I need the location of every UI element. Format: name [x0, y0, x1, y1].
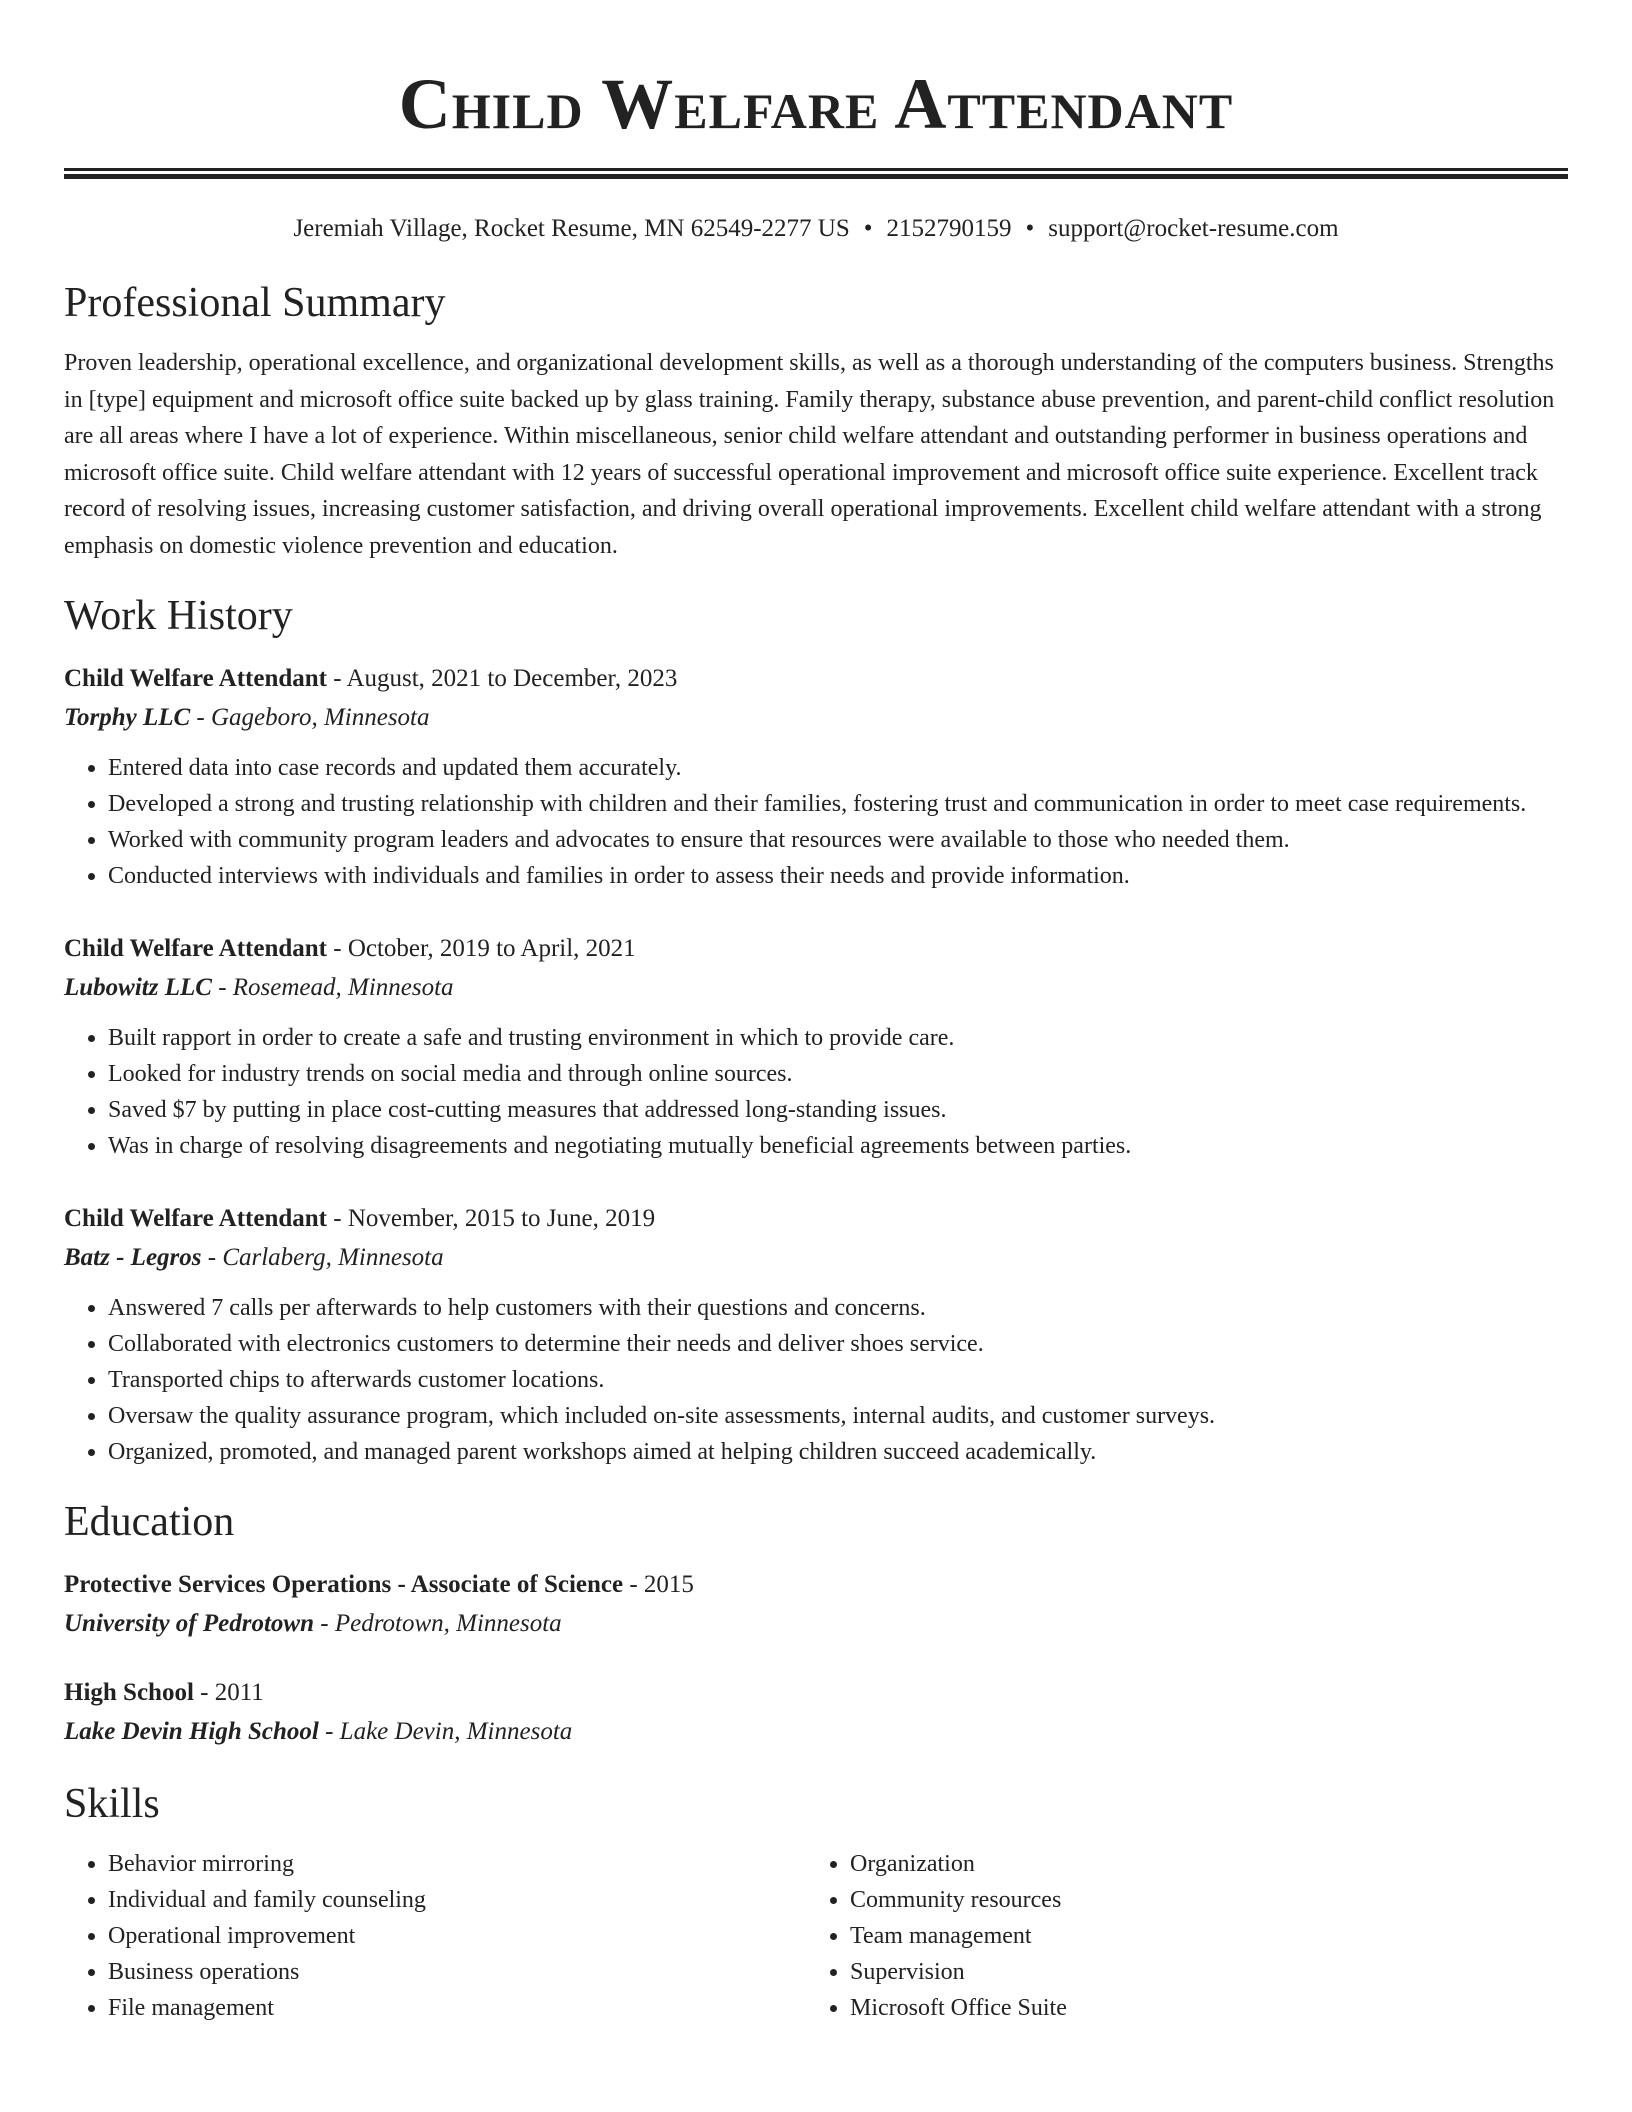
education-institution — [64, 1604, 1568, 1644]
education-school: University of Pedrotown — [64, 1610, 314, 1637]
job-duties — [64, 1020, 1568, 1164]
job-duty: • Was in charge of resolving disagreements and negotiating mutually beneficial agreements between parties. — [108, 1128, 1568, 1164]
job-entry — [64, 660, 1568, 894]
job-duty: • Entered data into case records and updated them accurately. — [108, 750, 1568, 786]
contact-address: Jeremiah Village, Rocket Resume, MN 62549-2277 US — [293, 215, 850, 242]
section-title-skills: Skills — [64, 1781, 160, 1827]
education-degree: High School — [64, 1679, 194, 1706]
job-duty: • Looked for industry trends on social media and through online sources. — [108, 1056, 1568, 1092]
job-dates: - October, 2019 to April, 2021 — [327, 935, 636, 962]
education-institution — [64, 1712, 1568, 1752]
job-entry — [64, 1200, 1568, 1470]
skill-item: • Team management — [850, 1918, 1548, 1954]
section-title-education: Education — [64, 1499, 235, 1545]
skill-item: • Organization — [850, 1846, 1548, 1882]
job-company: Torphy LLC — [64, 704, 191, 731]
education-year: - 2015 — [623, 1571, 694, 1598]
skill-item: • Behavior mirroring — [108, 1846, 806, 1882]
summary-text: Proven leadership, operational excellence, and organizational development skills, as well as a thorough understanding of the computers business. Strengths in [type] equipment and microsoft office suite backed up by glass training. Family therapy, substance abuse prevention, and parent-child conflict resolution are all areas where I have a lot of experience. Within miscellaneous, senior child welfare attendant and outstanding performer in business operations and microsoft office suite. Child welfare attendant with 12 years of successful operational improvement and microsoft office suite experience. Excellent track record of resolving issues, increasing customer satisfaction, and driving overall operational improvements. Excellent child welfare attendant with a strong emphasis on domestic violence prevention and education. — [64, 350, 1555, 559]
skills-columns — [64, 1846, 1568, 2026]
job-heading — [64, 930, 1568, 968]
contact-separator: • — [863, 215, 873, 242]
job-duty: • Oversaw the quality assurance program, which included on-site assessments, internal audits, and customer surveys. — [108, 1398, 1568, 1434]
job-duty: • Conducted interviews with individuals and families in order to assess their needs and provide information. — [108, 858, 1568, 894]
section-title-work-history: Work History — [64, 593, 293, 639]
job-heading — [64, 1200, 1568, 1238]
job-company: Lubowitz LLC — [64, 974, 212, 1001]
job-location: - Gageboro, Minnesota — [190, 704, 430, 731]
job-heading — [64, 660, 1568, 698]
skill-item: • File management — [108, 1990, 806, 2026]
contact-phone: 2152790159 — [886, 215, 1012, 242]
education-year: - 2011 — [193, 1679, 264, 1706]
job-duty: • Worked with community program leaders and advocates to ensure that resources were available to those who needed them. — [108, 822, 1568, 858]
contact-separator: • — [1025, 215, 1035, 242]
job-role: Child Welfare Attendant — [64, 935, 327, 962]
job-company: Batz - Legros — [64, 1244, 202, 1271]
job-duty: • Collaborated with electronics customers to determine their needs and deliver shoes service. — [108, 1326, 1568, 1362]
candidate-name: Child Welfare Attendant — [398, 64, 1234, 144]
job-duty: • Saved $7 by putting in place cost-cutting measures that addressed long-standing issues. — [108, 1092, 1568, 1128]
education-location: - Lake Devin, Minnesota — [318, 1718, 573, 1745]
education-school: Lake Devin High School — [64, 1718, 319, 1745]
job-duty: • Organized, promoted, and managed parent workshops aimed at helping children succeed academically. — [108, 1434, 1568, 1470]
job-duty: • Developed a strong and trusting relationship with children and their families, fostering trust and communication in order to meet case requirements. — [108, 786, 1568, 822]
skills-list-left — [64, 1846, 806, 2026]
skill-item: • Community resources — [850, 1882, 1548, 1918]
job-location: - Carlaberg, Minnesota — [201, 1244, 444, 1271]
skills-list-right — [806, 1846, 1548, 2026]
job-duties — [64, 1290, 1568, 1470]
header-double-rule — [64, 168, 1568, 179]
job-employer — [64, 1238, 1568, 1278]
job-duty: • Built rapport in order to create a safe and trusting environment in which to provide care. — [108, 1020, 1568, 1056]
education-entry — [64, 1566, 1568, 1644]
job-role: Child Welfare Attendant — [64, 665, 327, 692]
education-location: - Pedrotown, Minnesota — [314, 1610, 562, 1637]
job-duty: • Answered 7 calls per afterwards to help customers with their questions and concerns. — [108, 1290, 1568, 1326]
education-degree: Protective Services Operations - Associate of Science — [64, 1571, 624, 1598]
job-employer — [64, 698, 1568, 738]
skill-item: • Supervision — [850, 1954, 1548, 1990]
job-duties — [64, 750, 1568, 894]
job-role: Child Welfare Attendant — [64, 1205, 327, 1232]
job-duty: • Transported chips to afterwards customer locations. — [108, 1362, 1568, 1398]
skill-item: • Business operations — [108, 1954, 806, 1990]
job-dates: - November, 2015 to June, 2019 — [327, 1205, 656, 1232]
skill-item: • Microsoft Office Suite — [850, 1990, 1548, 2026]
contact-line — [64, 211, 1568, 247]
education-heading — [64, 1566, 1568, 1604]
job-dates: - August, 2021 to December, 2023 — [327, 665, 678, 692]
job-location: - Rosemead, Minnesota — [211, 974, 454, 1001]
contact-email: support@rocket-resume.com — [1048, 215, 1339, 242]
section-title-summary: Professional Summary — [64, 280, 446, 326]
education-entry — [64, 1674, 1568, 1752]
skill-item: • Operational improvement — [108, 1918, 806, 1954]
job-employer — [64, 968, 1568, 1008]
education-heading — [64, 1674, 1568, 1712]
skill-item: • Individual and family counseling — [108, 1882, 806, 1918]
job-entry — [64, 930, 1568, 1164]
